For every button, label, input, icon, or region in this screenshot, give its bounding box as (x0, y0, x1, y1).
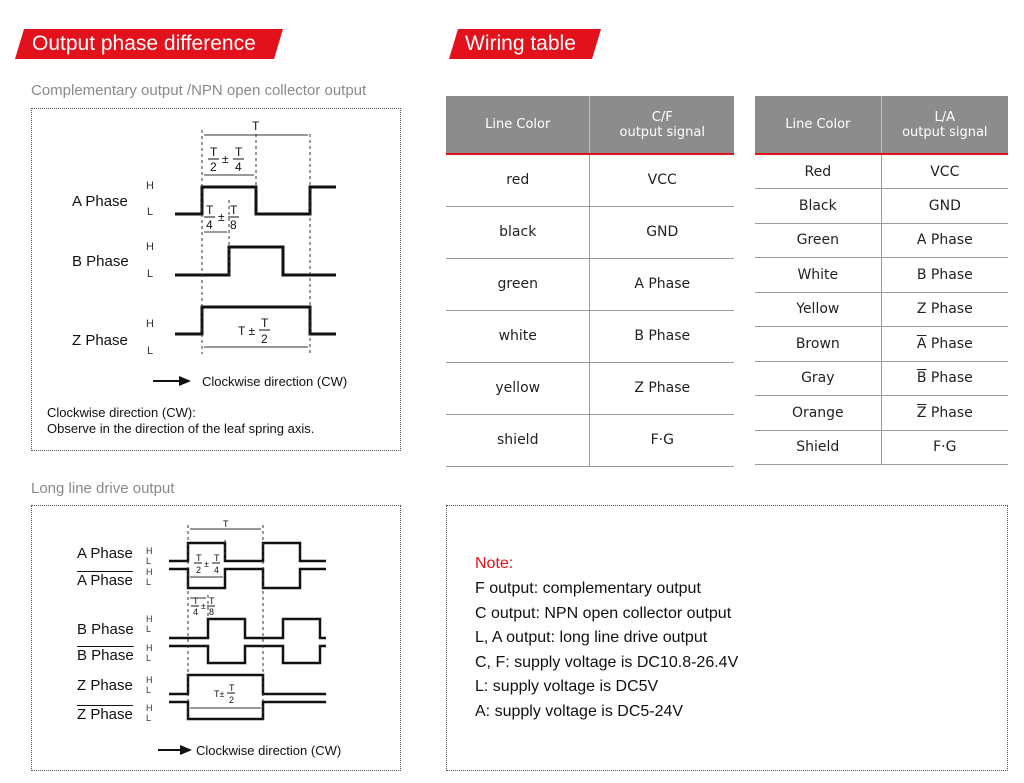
cw-note-line1: Clockwise direction (CW): (47, 405, 196, 420)
wiring-title-text: Wiring table (465, 32, 576, 55)
la-row (755, 396, 1008, 431)
cw-direction-label-longline: Clockwise direction (CW) (196, 743, 342, 758)
b-high-marker: H (146, 241, 154, 253)
la-row (755, 154, 1008, 189)
svg-text:4: 4 (214, 565, 220, 575)
svg-text:T: T (230, 203, 238, 217)
a-bar-phase-label-longline: A Phase (77, 572, 133, 589)
z-bar-phase-label-longline: Z Phase (77, 706, 133, 723)
cf-signal-cell: F·G (590, 414, 734, 466)
svg-text:T: T (209, 596, 215, 606)
note-line: A: supply voltage is DC5-24V (475, 703, 684, 720)
la-row (755, 361, 1008, 396)
svg-text:2: 2 (261, 332, 268, 346)
svg-text:T±: T± (214, 689, 225, 699)
svg-text:4: 4 (206, 218, 213, 232)
note-title: Note: (475, 555, 514, 572)
cf-row (446, 414, 734, 466)
cf-color-cell: red (446, 154, 590, 206)
svg-text:±: ± (218, 210, 225, 224)
period-label: T (252, 119, 260, 133)
b-bar-phase-label-longline: B Phase (77, 647, 134, 664)
z-low-marker: L (147, 345, 154, 357)
note-line: L: supply voltage is DC5V (475, 678, 659, 695)
cf-row (446, 310, 734, 362)
la-row (755, 258, 1008, 293)
la-color-cell: Gray (755, 361, 881, 396)
a-high-marker: H (146, 180, 154, 192)
la-signal-cell: F·G (881, 430, 1008, 465)
svg-text:T: T (206, 203, 214, 217)
b-hl-markers: H L (146, 614, 153, 634)
z-hl-markers: H L (146, 675, 153, 695)
a-bar-hl-markers: H L (146, 567, 153, 587)
longline-subtitle: Long line drive output (31, 480, 175, 497)
cf-color-cell: shield (446, 414, 590, 466)
cf-signal-cell: VCC (590, 154, 734, 206)
la-row (755, 292, 1008, 327)
z-phase-label-longline: Z Phase (77, 677, 133, 694)
svg-text:2: 2 (196, 565, 202, 575)
la-signal-cell: $\overline{A}$ Phase (881, 327, 1008, 362)
cf-row (446, 206, 734, 258)
cf-row (446, 258, 734, 310)
la-signal-cell: $\overline{Z}$ Phase (881, 396, 1008, 431)
b-bar-hl-markers: H L (146, 643, 153, 663)
svg-text:8: 8 (230, 218, 237, 232)
svg-text:T: T (229, 683, 235, 693)
svg-text:±: ± (222, 152, 229, 166)
svg-text:T: T (261, 316, 269, 330)
cf-row (446, 154, 734, 206)
a-phase-label: A Phase (72, 193, 128, 210)
a-phase-label-longline: A Phase (77, 545, 133, 562)
svg-text:T: T (214, 553, 220, 563)
svg-text:±: ± (201, 601, 206, 611)
phase-title-text: Output phase difference (32, 32, 256, 55)
la-signal-cell: Z Phase (881, 292, 1008, 327)
cw-arrow-icon-longline (158, 744, 194, 756)
la-row (755, 327, 1008, 362)
svg-text:T: T (235, 145, 243, 159)
wiring-table-la (755, 96, 1008, 465)
la-color-cell: White (755, 258, 881, 293)
z-high-marker: H (146, 318, 154, 330)
la-signal-cell: A Phase (881, 223, 1008, 258)
la-signal-cell: B Phase (881, 258, 1008, 293)
svg-text:4: 4 (235, 160, 242, 174)
svg-text:8: 8 (209, 607, 215, 617)
z-phase-label: Z Phase (72, 332, 128, 349)
cf-color-cell: black (446, 206, 590, 258)
cf-signal-cell: GND (590, 206, 734, 258)
la-color-cell: Orange (755, 396, 881, 431)
la-signal-cell: $\overline{B}$ Phase (881, 361, 1008, 396)
svg-text:2: 2 (229, 695, 235, 705)
a-hl-markers: H L (146, 546, 153, 566)
la-color-cell: Yellow (755, 292, 881, 327)
cw-note-line2: Observe in the direction of the leaf spring axis. (47, 421, 315, 436)
note-line: C, F: supply voltage is DC10.8-26.4V (475, 654, 739, 671)
la-color-cell: Shield (755, 430, 881, 465)
cf-header-color: Line Color (446, 96, 590, 154)
cf-signal-cell: B Phase (590, 310, 734, 362)
wiring-section-title (449, 29, 601, 59)
svg-text:4: 4 (193, 607, 199, 617)
la-color-cell: Green (755, 223, 881, 258)
svg-text:T: T (210, 145, 218, 159)
longline-timing-diagram (0, 0, 420, 783)
la-row (755, 430, 1008, 465)
cf-color-cell: yellow (446, 362, 590, 414)
note-line: F output: complementary output (475, 580, 701, 597)
svg-text:±: ± (204, 559, 209, 569)
la-color-cell: Black (755, 189, 881, 224)
svg-text:T: T (196, 553, 202, 563)
la-header-color: Line Color (755, 96, 881, 154)
svg-text:2: 2 (210, 160, 217, 174)
la-signal-cell: VCC (881, 154, 1008, 189)
la-row (755, 189, 1008, 224)
note-line: L, A output: long line drive output (475, 629, 708, 646)
cf-signal-cell: A Phase (590, 258, 734, 310)
b-phase-label: B Phase (72, 253, 129, 270)
z-bar-hl-markers: H L (146, 703, 153, 723)
wiring-table-cf (446, 96, 734, 467)
la-color-cell: Red (755, 154, 881, 189)
la-color-cell: Brown (755, 327, 881, 362)
svg-text:T: T (193, 596, 199, 606)
svg-text:T: T (223, 519, 229, 529)
b-low-marker: L (147, 268, 154, 280)
cw-direction-label: Clockwise direction (CW) (202, 374, 348, 389)
complementary-subtitle: Complementary output /NPN open collector output (31, 82, 367, 99)
la-signal-cell: GND (881, 189, 1008, 224)
cf-color-cell: green (446, 258, 590, 310)
a-low-marker: L (147, 206, 154, 218)
note-line: C output: NPN open collector output (475, 605, 732, 622)
b-phase-label-longline: B Phase (77, 621, 134, 638)
cf-signal-cell: Z Phase (590, 362, 734, 414)
cf-row (446, 362, 734, 414)
cf-color-cell: white (446, 310, 590, 362)
la-header-signal: L/A output signal (881, 96, 1008, 154)
la-row (755, 223, 1008, 258)
svg-text:T ±: T ± (238, 324, 256, 338)
cf-header-signal: C/F output signal (590, 96, 734, 154)
